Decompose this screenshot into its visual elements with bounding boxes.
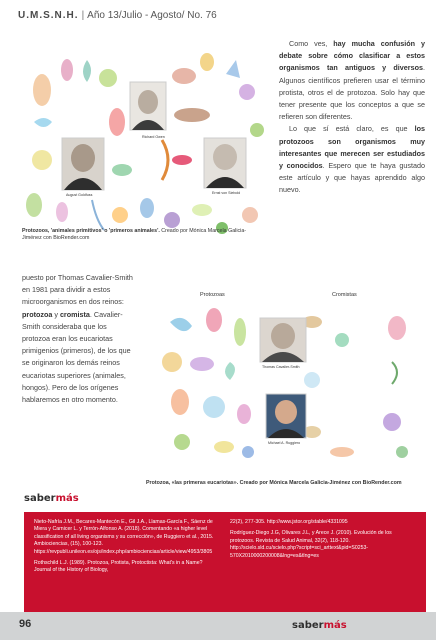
portrait-august-goldfuss: [62, 138, 104, 190]
p2-text-bold: los protozoos son organismos muy interesantes que merecen ser estudiados y conocidos: [279, 124, 425, 171]
logo-word-saber: saber: [24, 493, 56, 504]
figure1-caption: [22, 228, 257, 242]
label-richard-owen: Richard Owen: [142, 135, 165, 139]
reference-rodriguez: Rodríguez-Diego J.G, Olivares J.L, y Arece J. (2010). Evolución de los protozoos. Revista de Salud Animal, 32(2), 118-120. http://scielo.sld.cu/scielo.php?script=sci_arttext&pid=S0253-570X2010000200008&lng=es&tlng=es: [230, 530, 392, 559]
reference-rothschild: Rothschild L.J. (1989). Protozoa, Protista, Protoctista: What's in a Name? Journal of the History of Biology,: [34, 560, 203, 574]
article-text-right: [279, 38, 425, 197]
label-ruggiero: Michael A. Ruggiero: [268, 441, 301, 445]
references-col-1: [34, 519, 219, 579]
left-text-3: . Cavalier-Smith consideraba que los protozoa eran los eucariotas primigenios (primeros), de los que se originaron los demás reinos eucariotas superiores (animales, hongos). Pero de los orígenes hablaremos en otro momento.: [22, 309, 131, 405]
label-august-goldfuss: August Goldfuss: [66, 193, 93, 197]
logo-word-mas: más: [55, 493, 79, 504]
references-box: [24, 512, 426, 612]
journal-brand: U.M.S.N.H.: [18, 10, 79, 21]
portrait-michael-ruggiero: [266, 394, 306, 438]
left-text-1: puesto por Thomas Cavalier-Smith en 1981 para dividir a estos microorganismos en dos reinos:: [22, 273, 133, 307]
label-ernst-siebold: Ernst von Siebold: [212, 191, 241, 195]
page-footer: [0, 612, 436, 640]
sabermas-logo: [24, 493, 79, 504]
issue-info: Año 13/Julio - Agosto/ No. 76: [87, 10, 217, 21]
paragraph-2: [279, 123, 425, 196]
figure2-caption-rest: . Creado por Mónica Marcela Galicia-Jiménez con BioRender.com: [236, 480, 402, 486]
footer-logo-saber: saber: [292, 620, 324, 631]
left-bold-cromista: cromista: [59, 309, 90, 319]
protozoa-collage: [12, 30, 267, 245]
figure2-caption: [146, 480, 426, 487]
left-bold-protozoa: protozoa: [22, 309, 53, 319]
footer-logo: [292, 620, 347, 631]
references-col-2: [230, 519, 410, 564]
reference-nieto: Nieto-Nafría J.M., Becares-Mantecón E., Gil J.A., Llamas-García F., Sáenz de Miera y Carnicer L. y Terrón-Alfonso A. (2018). Comentando «a higher level classification of all living organisms y su corrección», de Ruggiero et al., 2015. Ambiociencias, (15), 100-123. https://revpubli.unileon.es/ojs/index.php/ambiociencias/article/view/4953/3805: [34, 519, 214, 555]
page-number: 96: [19, 618, 32, 630]
figure2-col-protozoas: Protozoas: [200, 292, 225, 298]
p1-text-c: . Algunos científicos prefieren usar el término protista, otros el de protozoa. Solo hay que tener presente que los conceptos a que se refieren son diferentes.: [279, 63, 425, 122]
footer-logo-mas: más: [323, 620, 347, 631]
reference-rothschild-cont: 22(2), 277-305. http://www.jstor.org/stable/4331095: [230, 519, 348, 525]
figure1-caption-rest: Creado por Mónica Marcela Galicia-Jiménez con BioRender.com: [22, 228, 247, 241]
p1-text-a: Como ves,: [289, 39, 334, 48]
paragraph-1: [279, 38, 425, 123]
label-cavalier-smith: Thomas Cavalier-Smith: [262, 365, 300, 369]
figure1-caption-bold: Protozoos, 'animales primitivos' o 'primeros animales'.: [22, 228, 160, 234]
header-separator: |: [81, 10, 85, 21]
figure2-caption-bold: Protozoa, «las primeras eucariotas»: [146, 480, 237, 486]
portrait-richard-owen: [130, 82, 166, 130]
p2-text-a: Lo que sí está claro, es que: [289, 124, 415, 134]
left-text-2: y: [52, 309, 60, 319]
figure2-col-cromistas: Cromistas: [332, 292, 357, 298]
p2-text-c: . Espero que te haya gustado este artículo y que hayas aprendido algo nuevo.: [279, 161, 426, 195]
figure-protozoa-cromistas: [152, 292, 424, 478]
protozoa-cromistas-collage: [152, 302, 424, 467]
p1-text-bold: hay mucha confusión y debate sobre cómo clasificar a estos organismos tan antiguos y diversos: [279, 39, 425, 73]
running-header: [18, 10, 217, 21]
portrait-cavalier-smith: [260, 318, 306, 362]
figure-protozoa-illustration: [12, 30, 267, 255]
article-text-left: [22, 272, 134, 406]
portrait-ernst-siebold: [204, 138, 246, 188]
